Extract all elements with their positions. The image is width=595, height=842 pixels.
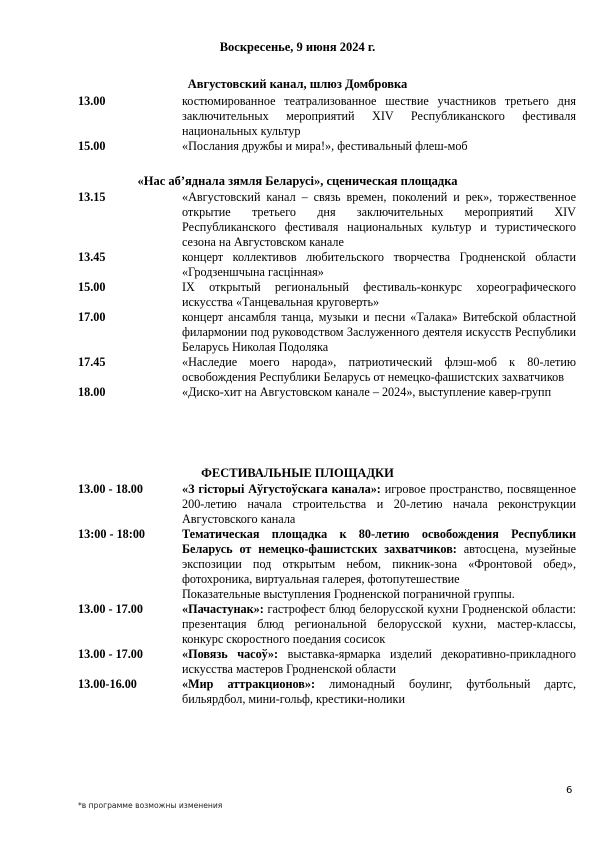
schedule-row — [78, 677, 576, 707]
venue-details: лимонадный боулинг, футбольный дартс, бильярдбол, мини-гольф, крестики-нолики — [182, 677, 576, 706]
schedule-block-canal — [78, 94, 576, 154]
schedule-time: 13.15 — [78, 190, 106, 204]
schedule-row — [78, 94, 576, 139]
schedule-row — [78, 602, 576, 647]
schedule-description — [182, 602, 576, 647]
schedule-description: «Августовский канал – связь времен, поколений и рек», торжественное открытие третьего дня заключительных мероприятий XIV Республиканского фестиваля национальных культур и туристического сезона на Августовском канале — [182, 190, 576, 249]
schedule-time: 13.00 - 18.00 — [78, 482, 143, 496]
schedule-description: IX открытый региональный фестиваль-конкурс хореографического искусства «Танцевальная круговерть» — [182, 280, 576, 309]
footnote: *в программе возможны изменения — [78, 801, 223, 810]
schedule-time: 17.00 — [78, 310, 106, 324]
venue-details: гастрофест блюд белорусской кухни Гродненской области: презентация блюд региональной белорусской кухни, мастер-классы, конкурс скоростного поедания сосисок — [182, 602, 576, 646]
venue-name: «Повязь часоў»: — [182, 647, 279, 661]
venue-name: Тематическая площадка к 80-летию освобождения Республики Беларусь от немецко-фашистских захватчиков: — [182, 527, 576, 556]
schedule-time: 18.00 — [78, 385, 106, 399]
schedule-description: «Наследие моего народа», патриотический флэш-моб к 80-летию освобождения Республики Беларусь от немецко-фашистских захватчиков — [182, 355, 576, 384]
schedule-time: 13.00 - 17.00 — [78, 647, 143, 661]
page-date-heading: Воскресенье, 9 июня 2024 г. — [219, 40, 376, 54]
venue-name: «З гісторыі Аўгустоўскага канала»: — [182, 482, 381, 496]
venue-name: «Пачастунак»: — [182, 602, 264, 616]
venue-details: выставка-ярмарка изделий декоративно-прикладного искусства мастеров Гродненской области — [182, 647, 576, 676]
section-title-festival-venues: ФЕСТИВАЛЬНЫЕ ПЛОЩАДКИ — [201, 466, 394, 480]
section-title-canal: Августовский канал, шлюз Домбровка — [187, 77, 408, 91]
schedule-description — [182, 482, 576, 527]
schedule-time: 15.00 — [78, 280, 106, 294]
page-number: 6 — [566, 785, 573, 796]
schedule-block-venues — [78, 482, 576, 707]
schedule-time: 17.45 — [78, 355, 106, 369]
schedule-row — [78, 310, 576, 355]
schedule-description: «Диско-хит на Августовском канале – 2024», выступление кавер-групп — [182, 385, 552, 399]
section-title-stage: «Нас аб’яднала зямля Беларусі», сценическая площадка — [137, 174, 458, 188]
venue-extra-note: Показательные выступления Гродненской пограничной группы. — [182, 587, 515, 601]
schedule-row — [78, 250, 576, 280]
schedule-row — [78, 647, 576, 677]
schedule-description — [182, 647, 576, 677]
schedule-time: 13.45 — [78, 250, 106, 264]
schedule-description: «Послания дружбы и мира!», фестивальный флеш-моб — [182, 139, 468, 153]
schedule-description — [182, 677, 576, 707]
schedule-time: 13.00 - 17.00 — [78, 602, 143, 616]
venue-details: игровое пространство, посвященное 200-летию начала строительства и 20-летию начала реконструкции Августовского канала — [182, 482, 576, 526]
schedule-row — [78, 280, 576, 310]
schedule-description: концерт ансамбля танца, музыки и песни «Талака» Витебской областной филармонии под руководством Заслуженного деятеля искусств Республики Беларусь Николая Подоляка — [182, 310, 576, 354]
schedule-time: 13.00-16.00 — [78, 677, 137, 691]
schedule-row — [78, 190, 576, 250]
schedule-description: костюмированное театрализованное шествие участников третьего дня заключительных мероприятий XIV Республиканского фестиваля национальных культур — [182, 94, 576, 138]
venue-details: автосцена, музейные экспозиции под открытым небом, пикник-зона «Фронтовой обед», фотохроника, виртуальная галерея, фотопутешествие — [182, 542, 576, 586]
schedule-row — [78, 355, 576, 385]
schedule-block-stage — [78, 190, 576, 400]
schedule-row — [78, 527, 576, 602]
schedule-description — [182, 527, 576, 602]
schedule-description: концерт коллективов любительского творчества Гродненской области «Гродзеншчына гасцінная» — [182, 250, 576, 279]
schedule-time: 13.00 — [78, 94, 106, 108]
venue-name: «Мир аттракционов»: — [182, 677, 316, 691]
schedule-time: 15.00 — [78, 139, 106, 153]
schedule-row — [78, 385, 576, 400]
schedule-time: 13:00 - 18:00 — [78, 527, 146, 541]
schedule-row — [78, 482, 576, 527]
schedule-row — [78, 139, 576, 154]
